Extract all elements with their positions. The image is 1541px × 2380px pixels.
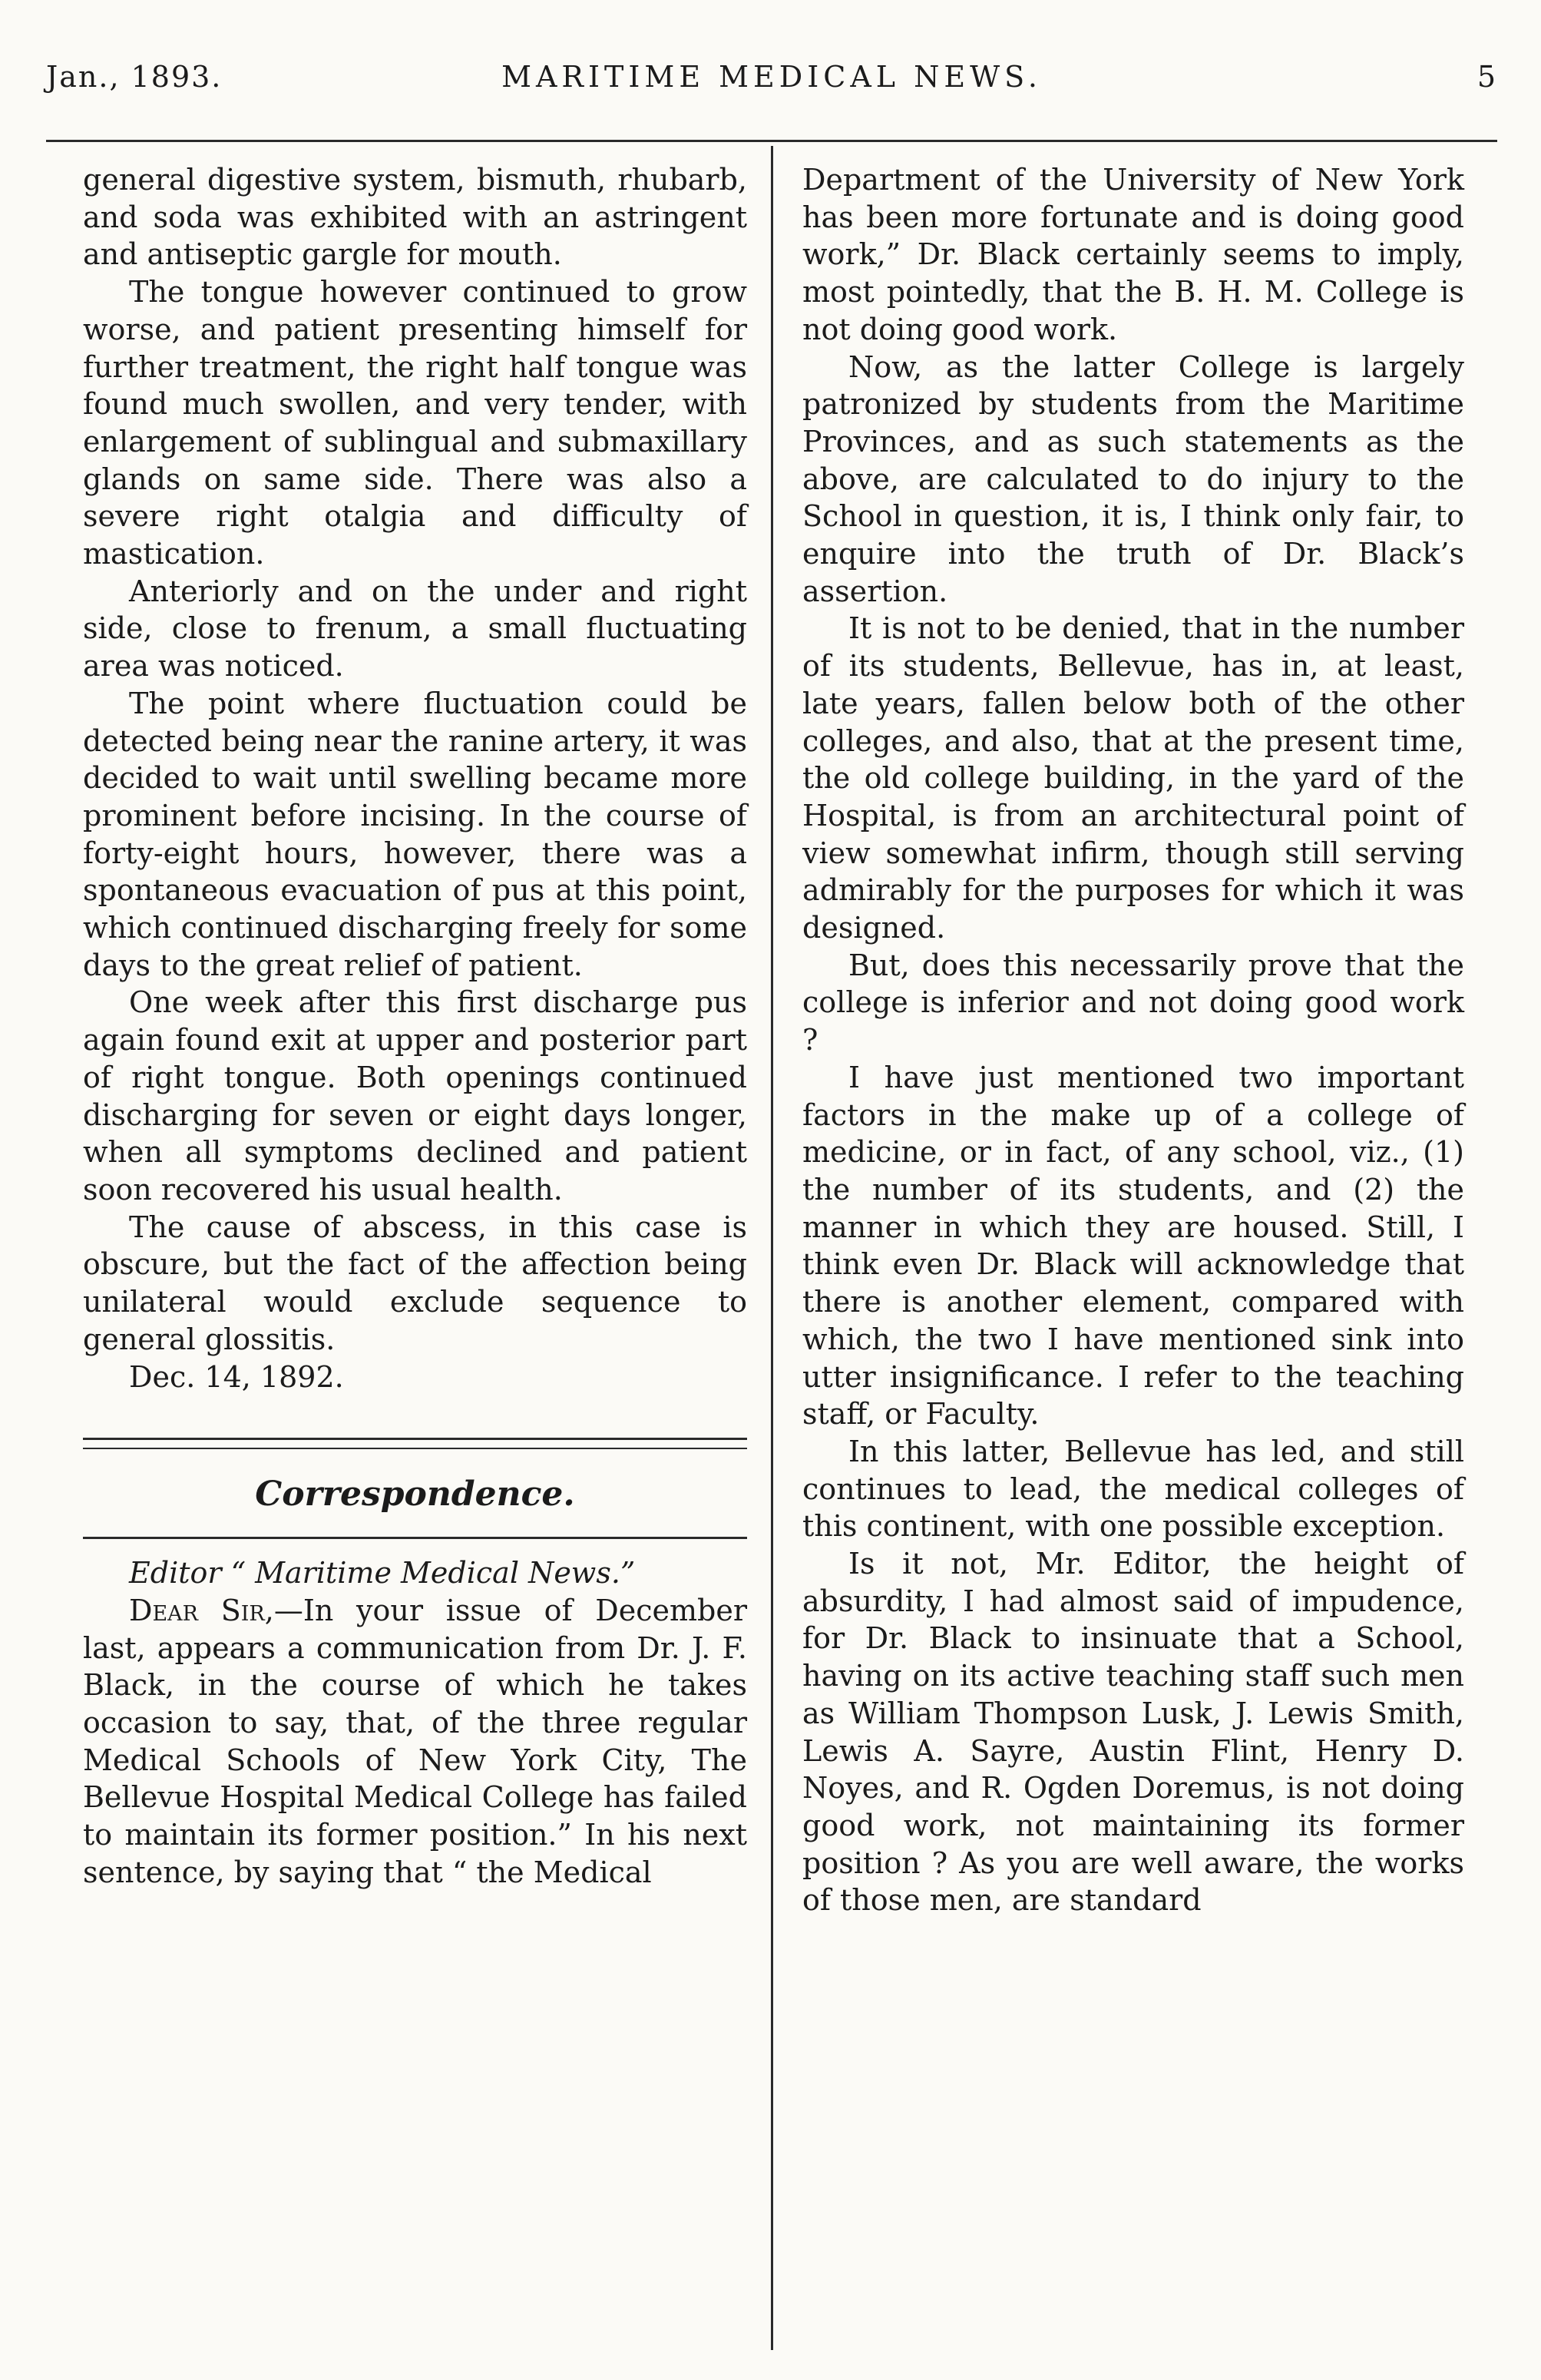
salutation: Dear Sir, [129, 1593, 274, 1627]
paragraph: Now, as the latter College is largely patronized by students from the Maritime Provinces, and as such statements as the above, are calculated to do injury to the School in question, it is, I think only fair, to enquire into the truth of Dr. Black’s assertion. [802, 349, 1464, 608]
paragraph: The point where fluctuation could be detected being near the ranine artery, it was decided to wait until swelling became more prominent before incising. In the course of forty-eight hours, however, there was a spontaneous evacuation of pus at this point, which continued discharging freely for some days to the great relief of patient. [83, 686, 747, 982]
page-number: 5 [1477, 60, 1497, 94]
section-rule-top [83, 1438, 747, 1449]
issue-date: Jan., 1893. [46, 60, 223, 94]
article-date: Dec. 14, 1892. [129, 1359, 344, 1394]
left-column [83, 161, 747, 1892]
paragraph: Anteriorly and on the under and right side, close to frenum, a small fluctuating area was noticed. [83, 574, 747, 684]
paragraph: The cause of abscess, in this case is obscure, but the fact of the affection being unilateral would exclude sequence to general glossitis. [83, 1210, 747, 1356]
journal-title: MARITIME MEDICAL NEWS. [501, 60, 1042, 94]
paragraph: I have just mentioned two important factors in the make up of a college of medicine, or in fact, of any school, viz., (1) the number of its students, and (2) the manner in which they are housed. Still, I think even Dr. Black will acknowledge that there is another element, compared with which, the two I have mentioned sink into utter insignificance. I refer to the teaching staff, or Faculty. [802, 1060, 1464, 1432]
paragraph: But, does this necessarily prove that the college is inferior and not doing good work ? [802, 948, 1464, 1058]
paragraph: Is it not, Mr. Editor, the height of absurdity, I had almost said of impudence, for Dr. Black to insinuate that a School, having on its active teaching staff such men as William Thompson Lusk, J. Lewis Smith, Lewis A. Sayre, Austin Flint, Henry D. Noyes, and R. Ogden Doremus, is not doing good work, not maintaining its former position ? As you are well aware, the works of those men, are standard [802, 1547, 1464, 1918]
paragraph: Department of the University of New York has been more fortunate and is doing good work,” Dr. Black certainly seems to imply, most pointedly, that the B. H. M. College is not doing good work. [802, 163, 1464, 346]
header-rule [46, 140, 1497, 142]
letter-text: —In your issue of December last, appears a communication from Dr. J. F. Black, in the course of which he takes occasion to say, that, of the three regular Medical Schools of New York City, The Bellevue Hospital Medical College has failed to maintain its former position.” In his next sentence, by saying that “ the Medical [83, 1593, 747, 1889]
paragraph: In this latter, Bellevue has led, and still continues to lead, the medical colleges of this continent, with one possible exception. [802, 1434, 1464, 1544]
right-column [802, 161, 1464, 1919]
paragraph: The tongue however continued to grow worse, and patient presenting himself for further treatment, the right half tongue was found much swollen, and very tender, with enlargement of sublingual and submaxillary glands on same side. There was also a severe right otalgia and difficulty of mastication. [83, 275, 747, 571]
paragraph: general digestive system, bismuth, rhubarb, and soda was exhibited with an astringent and antiseptic gargle for mouth. [83, 163, 747, 272]
letter-opening [83, 1592, 747, 1892]
running-header [46, 60, 1497, 106]
editor-address: Editor “ Maritime Medical News.” [129, 1556, 636, 1591]
paragraph: One week after this first discharge pus again found exit at upper and posterior part of right tongue. Both openings continued discharging for seven or eight days longer, when all symptoms declined and patient soon recovered his usual health. [83, 985, 747, 1207]
section-title: Correspondence. [255, 1475, 575, 1514]
section-rule-bottom [83, 1537, 747, 1539]
paragraph: It is not to be denied, that in the number of its students, Bellevue, has in, at least, late years, fallen below both of the other colleges, and also, that at the present time, the old college building, in the yard of the Hospital, is from an architectural point of view somewhat infirm, though still serving admirably for the purposes for which it was designed. [802, 611, 1464, 945]
column-divider [771, 146, 773, 2350]
